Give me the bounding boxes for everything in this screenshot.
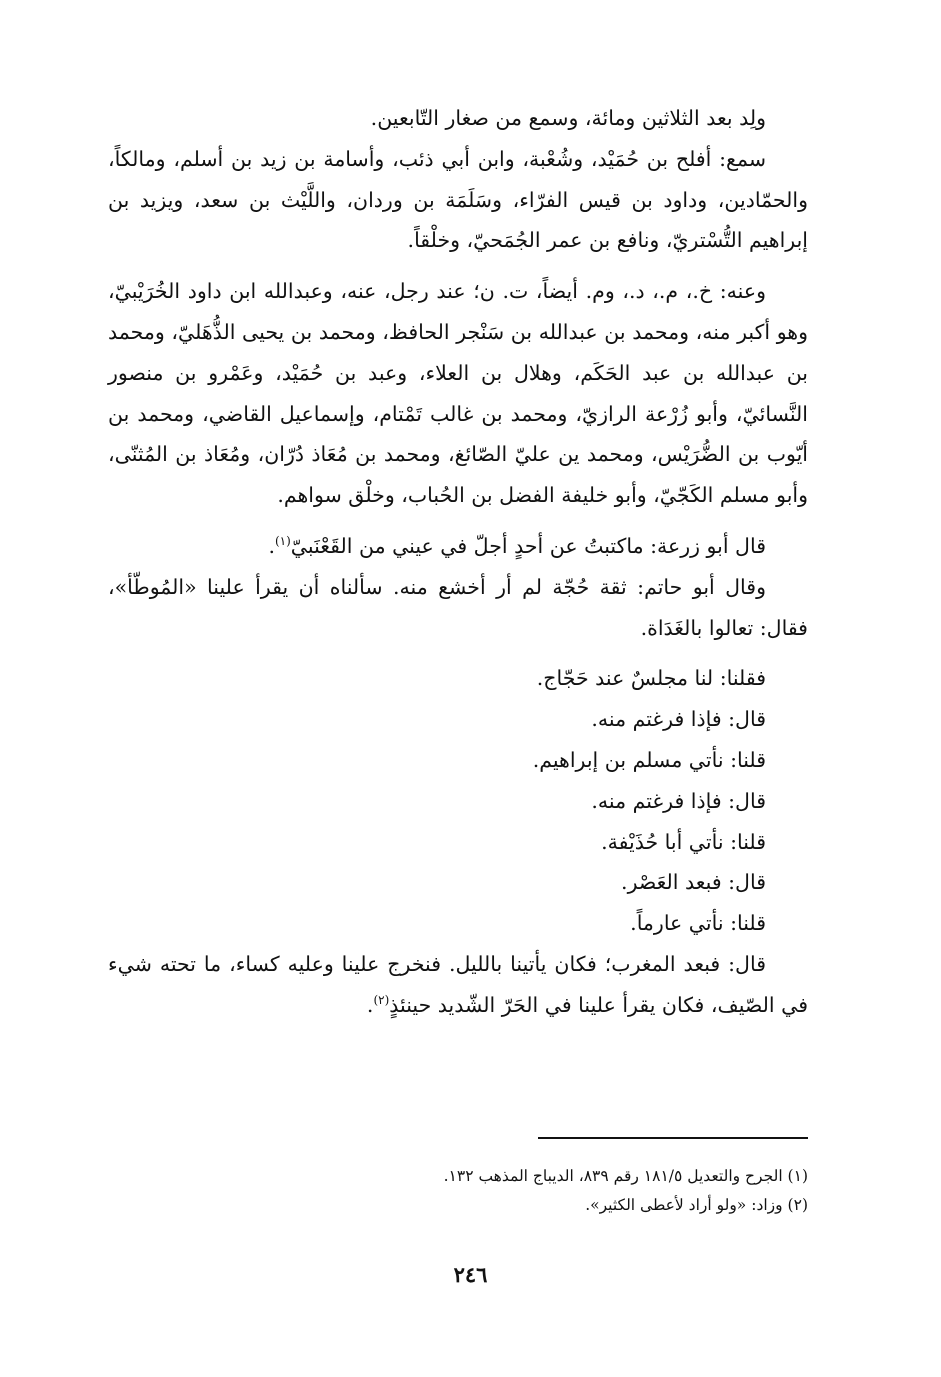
dialogue-line: قلنا: نأتي عارماً. <box>630 911 766 936</box>
paragraph-students: وعنه: خ.، م.، د.، وم. أيضاً، ت. ن؛ عند رجل، عنه، وعبدالله ابن داود الخُرَيْبيّ، وهو أكبر منه، ومحمد بن عبدالله بن سَنْجر الحافظ، ومحمد بن يحيى الذُّهَليّ، ومحمد بن عبدالله بن عبد الحَكَم، وهلال بن العلاء، وعبد بن حُمَيْد، وعَمْرو بن منصور النَّسائيّ، وأبو زُرْعة الرازيّ، ومحمد بن غالب تَمْتام، وإسماعيل القاضي، ومحمد بن أيّوب بن الضُّرَيْس، ومحمد ين عليّ الصّائغ، ومحمد بن مُعَاذ دُرّان، ومُعَاذ بن المُثنّى، وأبو مسلم الكَجّيّ، وأبو خليفة الفضل بن الحُباب، وخلْق سواهم. <box>108 279 808 508</box>
paragraph-intro: ولِد بعد الثلاثين ومائة، وسمع من صغار التّابعين. <box>370 106 766 130</box>
footnote-2: (٢) وزاد: «ولو أراد لأعطى الكثير». <box>585 1196 808 1214</box>
paragraph-abu-zura: قال أبو زرعة: ماكتبتُ عن أحدٍ أجلّ في عيني من القَعْنَبيّ$^{(١)}$. <box>268 533 766 558</box>
footnote-divider <box>538 1137 808 1139</box>
dialogue-line: قال: فإذا فرغتم منه. <box>591 788 766 813</box>
closing-text: قال: فبعد المغرب؛ فكان يأتينا بالليل. فنخرج علينا وعليه كساء، ما تحته شيء في الصّيف، فكان يقرأ علينا في الحَرّ الشّديد حينئذٍ <box>108 951 808 1017</box>
dialogue-line: قال: فإذا فرغتم منه. <box>591 707 766 732</box>
dialogue-line: قال: فبعد العَصْر. <box>621 870 766 895</box>
page-number: ٢٤٦ <box>453 1262 488 1287</box>
dialogue-line: قلنا: نأتي مسلم بن إبراهيم. <box>532 747 766 772</box>
dialogue-line: قلنا: نأتي أبا حُذَيْفة. <box>601 829 766 854</box>
paragraph-abu-hatim: وقال أبو حاتم: ثقة حُجّة لم أر أخشع منه. سألناه أن يقرأ علينا «المُوطّأ»، فقال: تعالوا بالغَدَاة. <box>108 574 808 640</box>
dialogue-list <box>108 658 808 944</box>
footnote-1: (١) الجرح والتعديل ١٨١/٥ رقم ٨٣٩، الديباج المذهب ١٣٢. <box>443 1167 808 1185</box>
footnote-ref-2: (٢) <box>373 992 390 1007</box>
paragraph-teachers: سمع: أفلح بن حُمَيْد، وشُعْبة، وابن أبي ذئب، وأسامة بن زيد بن أسلم، ومالكاً، والحمّادين، وداود بن قيس الفرّاء، وسَلَمَة بن وردان، واللَّيْث بن سعد، ويزيد بن إبراهيم التُّسْتريّ، ونافع بن عمر الجُمَحيّ، وخلْقاً. <box>108 146 808 253</box>
footnotes <box>108 1162 808 1220</box>
dialogue-line: فقلنا: لنا مجلسٌ عند حَجّاج. <box>536 666 766 691</box>
main-text <box>108 98 808 1026</box>
abu-zura-text: قال أبو زرعة: ماكتبتُ عن أحدٍ أجلّ في عيني من القَعْنَبيّ <box>290 533 766 558</box>
paragraph-closing: قال: فبعد المغرب؛ فكان يأتينا بالليل. فنخرج علينا وعليه كساء، ما تحته شيء في الصّيف، فكان يقرأ علينا في الحَرّ الشّديد حينئذٍ$^{(٢)}$. <box>108 951 808 1017</box>
footnote-ref-1: (١) <box>274 534 291 549</box>
